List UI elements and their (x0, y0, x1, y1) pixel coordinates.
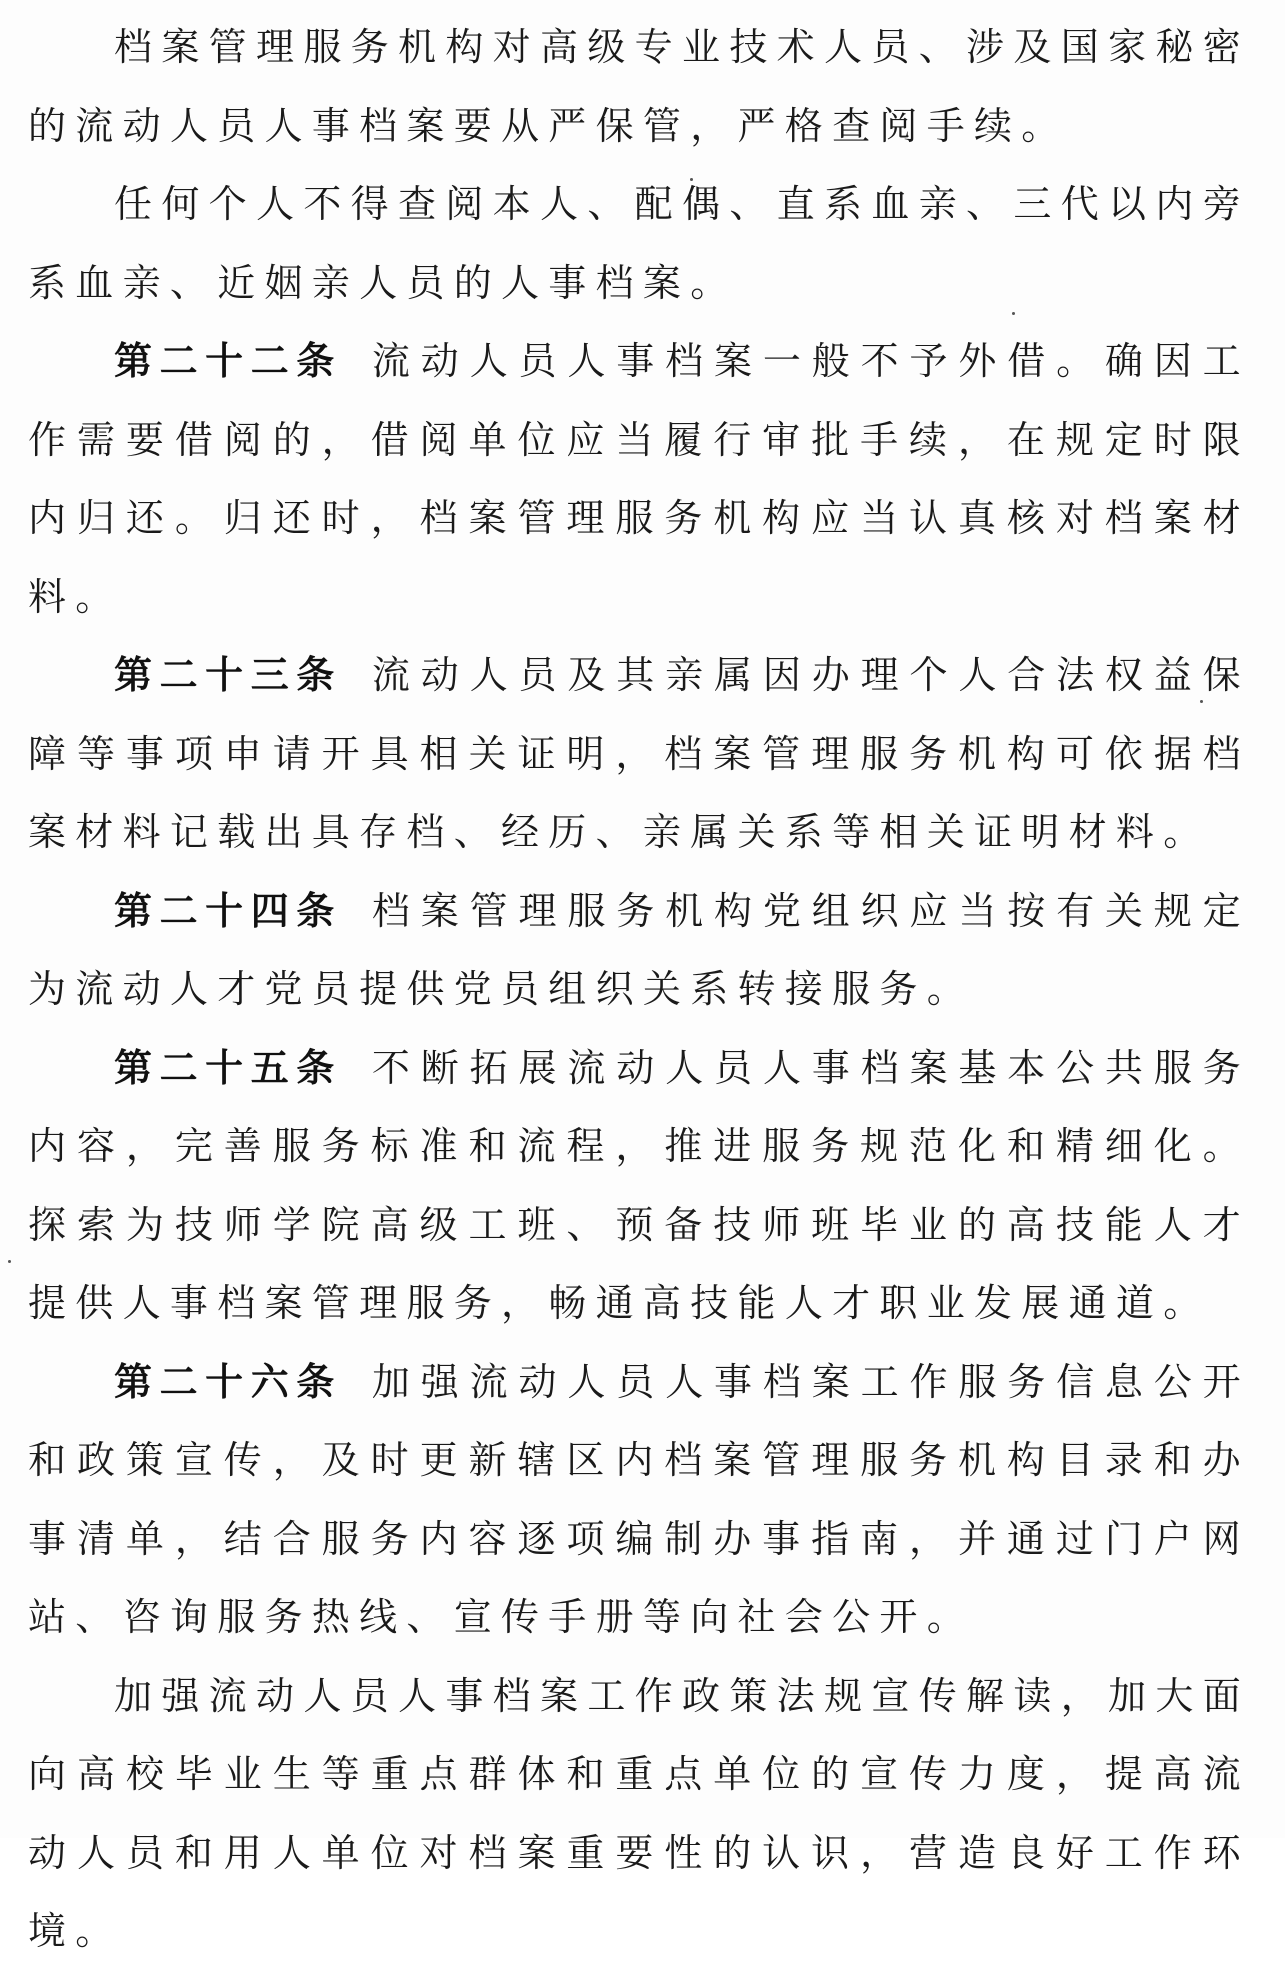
article-text: 流动人员人事档案一般不予外借。确因工作需要借阅的，借阅单位应当履行审批手续，在规定时限内归还。归还时，档案管理服务机构应当认真核对档案材料。 (28, 339, 1250, 619)
article-24 (28, 872, 1250, 1029)
paragraph-text: 加强流动人员人事档案工作政策法规宣传解读，加大面向高校毕业生等重点群体和重点单位的宣传力度，提高流动人员和用人单位对档案重要性的认识，营造良好工作环境。 (28, 1673, 1250, 1953)
article-title: 第二十五条 (114, 1045, 342, 1090)
document-body (28, 8, 1250, 1971)
article-text: 流动人员及其亲属因办理个人合法权益保障等事项申请开具相关证明，档案管理服务机构可依据档案材料记载出具存档、经历、亲属关系等相关证明材料。 (28, 653, 1250, 854)
article-title: 第二十四条 (114, 888, 342, 933)
article-25 (28, 1029, 1250, 1343)
paragraph-text: 档案管理服务机构对高级专业技术人员、涉及国家秘密的流动人员人事档案要从严保管，严格查阅手续。 (28, 25, 1250, 148)
scan-speck (8, 1260, 11, 1263)
scan-speck (1200, 700, 1203, 703)
article-text: 加强流动人员人事档案工作服务信息公开和政策宣传，及时更新辖区内档案管理服务机构目录和办事清单，结合服务内容逐项编制办事指南，并通过门户网站、咨询服务热线、宣传手册等向社会公开。 (28, 1359, 1250, 1639)
article-22 (28, 322, 1250, 636)
article-23 (28, 636, 1250, 872)
scan-speck (1012, 312, 1015, 315)
article-text: 不断拓展流动人员人事档案基本公共服务内容，完善服务标准和流程，推进服务规范化和精细化。探索为技师学院高级工班、预备技师班毕业的高技能人才提供人事档案管理服务，畅通高技能人才职业发展通道。 (28, 1045, 1250, 1325)
scan-speck (690, 178, 693, 181)
article-title: 第二十二条 (114, 339, 342, 383)
paragraph-access-restriction (28, 165, 1250, 322)
paragraph-policy-promotion (28, 1657, 1250, 1971)
article-title: 第二十六条 (114, 1359, 342, 1404)
paragraph-archive-custody (28, 8, 1250, 165)
article-title: 第二十三条 (114, 653, 342, 697)
article-text: 档案管理服务机构党组织应当按有关规定为流动人才党员提供党员组织关系转接服务。 (28, 888, 1250, 1011)
paragraph-text: 任何个人不得查阅本人、配偶、直系血亲、三代以内旁系血亲、近姻亲人员的人事档案。 (28, 182, 1250, 305)
article-26 (28, 1343, 1250, 1657)
